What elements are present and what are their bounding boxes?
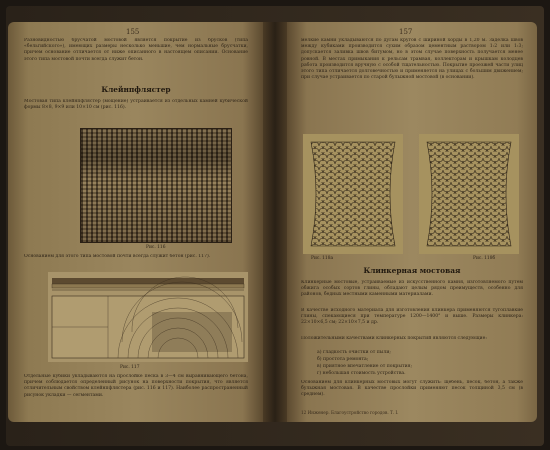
positive-paragraph: Положительными качествами клинкерных покрытий являются следующие: [301,336,487,341]
kleinpflaster-paragraph: Мостовая типа клейнпфлястер (мощение) устраивается из отдельных камней кубической формы 8×8, 9×9 или 10×10 см (рис. 116). [24,99,248,111]
page-number: 157 [399,28,413,36]
figure-caption: Рис. 118а [311,256,334,261]
bottom-paragraph: Отдельные кубики укладываются на прослойке песка в 3—4 см выравнивающего бетона, причем соблюдается определенный рисунок на поверхности покрытия, что является отличительным свойством клейнпфлястера (рис. 116 и 117). Наиболее распространенный рисунок укладки — сегментами. [24,374,248,398]
figure-caption: Рис. 117 [120,365,140,370]
figure-caption: Рис. 116 [146,245,166,250]
list-item: г) небольшая стоимость устройства. [317,371,406,376]
list-item: а) гладкость очистки от пыли; [317,350,391,355]
figure-117-diagram [48,272,248,362]
section-heading: Клейнпфлястер [101,85,171,94]
list-item: б) простота ремонта; [317,357,369,362]
left-page [8,22,263,422]
material-paragraph: В качестве исходного материала для изготовления клинкера применяются тугоплавкие глины, спекающиеся при температуре 1200—1400° и выше. Размеры клинкера: 22×10×6,5 см; 22×10×7,5 и др. [301,308,523,326]
klinker-paragraph: Клинкерные мостовые, устраиваемые из искусственного камня, изготовляемого путем обжига особых сортов глины, обладают целым рядом преимуществ, особенно для районов, бедных местными каменными материалами. [301,280,523,298]
base-paragraph: Основанием для клинкерных мостовых могут служить: щебень, песок, бетон, а также булыжная мостовая. В качестве прослойки применяют песок толщиной 3,5 см (в среднем). [301,380,523,398]
figure-118b-pattern [419,134,519,254]
base-paragraph: Основанием для этого типа мостовой почти всегда служит бетон (рис. 117). [24,254,211,259]
book-gutter [263,22,287,422]
right-page [287,22,537,422]
page-number: 155 [126,28,140,36]
list-item: в) приятное впечатление от покрытия; [317,364,413,369]
figure-118a-pattern [303,134,403,254]
figure-116-photo [80,128,232,243]
page-footer: 12 Инженер. Благоустройство городов. Т. I. [301,410,399,415]
section-heading: Клинкерная мостовая [363,266,461,275]
figure-caption: Рис. 118б [473,256,496,261]
top-paragraph: мелкие камни укладываются по дугам кругов с шириной хорды в 1,20 м. Заделка швов между кубиками производится сухим образом цементным раствором 1:2 или 1:3; допускается заливка швов битумом, но в этом случае поверхность получается менее ровной. В местах примыкания к рельсам трамвая, коллекторам и крышкам колодцев работа производится вручную с особой тщательностью. Покрытие проезжей части улиц этого типа отличается долговечностью и применяется на улицах с большим движением; при случае устраивается по старой булыжной мостовой (в основании). [301,38,523,81]
intro-paragraph: Разновидностью брусчатой мостовой является покрытие из брусков (типа «бельгийского»), имеющих размеры несколько меньшие, чем нормальные брусчатки, причем основание отличается от ниже описанного в настоящем описании. Основание этого типа мостовой почти всегда служит бетон. [24,38,248,62]
